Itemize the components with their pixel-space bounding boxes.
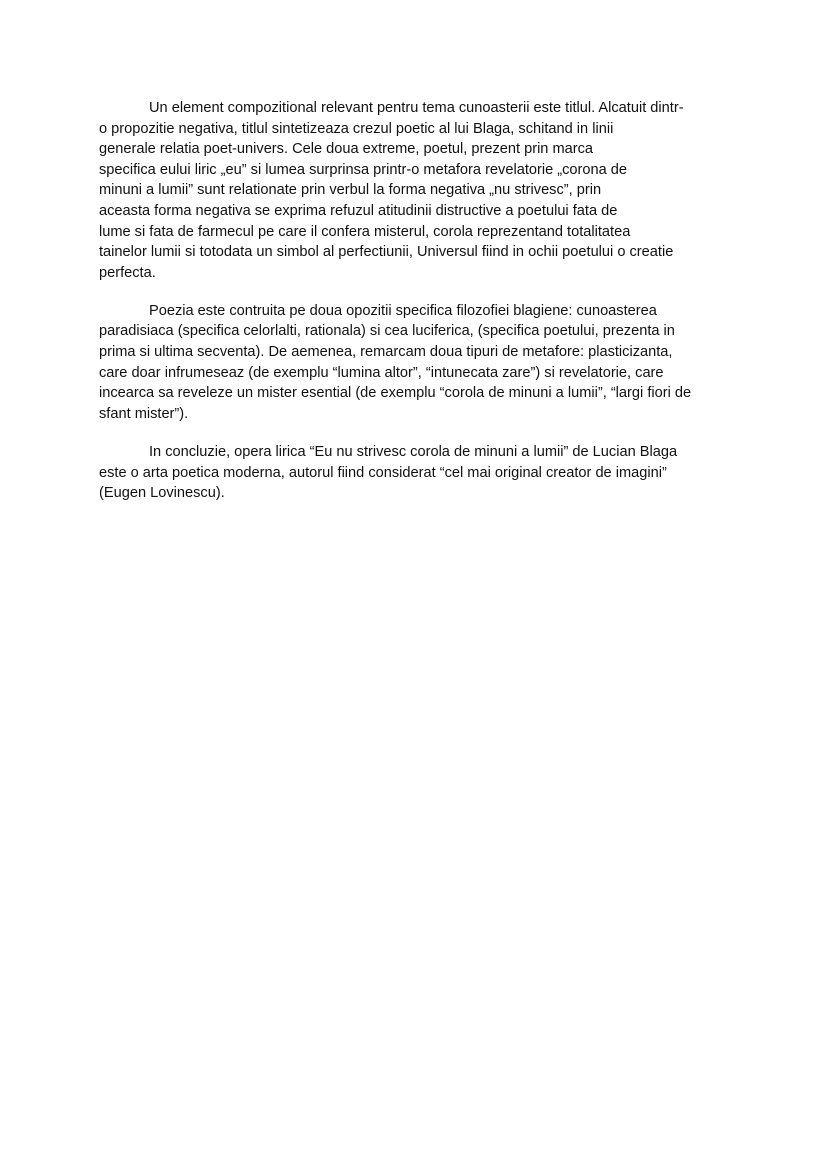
document-page [99, 98, 739, 521]
text-line: aceasta forma negativa se exprima refuzul atitudinii distructive a poetului fata de [99, 202, 618, 219]
text-line: generale relatia poet-univers. Cele doua extreme, poetul, prezent prin marca [99, 141, 594, 158]
text-line: prima si ultima secventa). De aemenea, remarcam doua tipuri de metafore: plasticizanta, [99, 344, 673, 361]
text-line: paradisiaca (specifica celorlalti, rationala) si cea luciferica, (specifica poetului, prezenta in [99, 323, 675, 340]
text-line: (Eugen Lovinescu). [99, 485, 225, 502]
paragraph [99, 301, 739, 425]
text-line: specifica eului liric „eu” si lumea surprinsa printr-o metafora revelatorie „corona de [99, 161, 628, 178]
text-line: lume si fata de farmecul pe care il confera misterul, corola reprezentand totalitatea [99, 223, 631, 240]
text-line: sfant mister”). [99, 405, 189, 422]
text-line: Poezia este contruita pe doua opozitii specifica filozofiei blagiene: cunoasterea [149, 302, 657, 319]
text-line: Un element compozitional relevant pentru tema cunoasterii este titlul. Alcatuit dintr- [149, 100, 684, 116]
text-line: care doar infrumeseaz (de exemplu “lumina altor”, “intunecata zare”) si revelatorie, care [99, 364, 664, 381]
text-line: In concluzie, opera lirica “Eu nu strivesc corola de minuni a lumii” de Lucian Blaga [149, 443, 678, 460]
paragraph [99, 98, 739, 283]
text-line: minuni a lumii” sunt relationate prin verbul la forma negativa „nu strivesc”, prin [99, 182, 602, 199]
text-line: este o arta poetica moderna, autorul fiind considerat “cel mai original creator de imagini” [99, 464, 667, 481]
text-line: incearca sa reveleze un mister esential (de exemplu “corola de minuni a lumii”, “largi fiori de [99, 385, 692, 402]
text-line: perfecta. [99, 264, 156, 281]
text-line: tainelor lumii si totodata un simbol al perfectiunii, Universul fiind in ochii poetului o creatie [99, 244, 674, 261]
text-line: o propozitie negativa, titlul sintetizeaza crezul poetic al lui Blaga, schitand in linii [99, 120, 614, 137]
paragraph [99, 442, 739, 504]
